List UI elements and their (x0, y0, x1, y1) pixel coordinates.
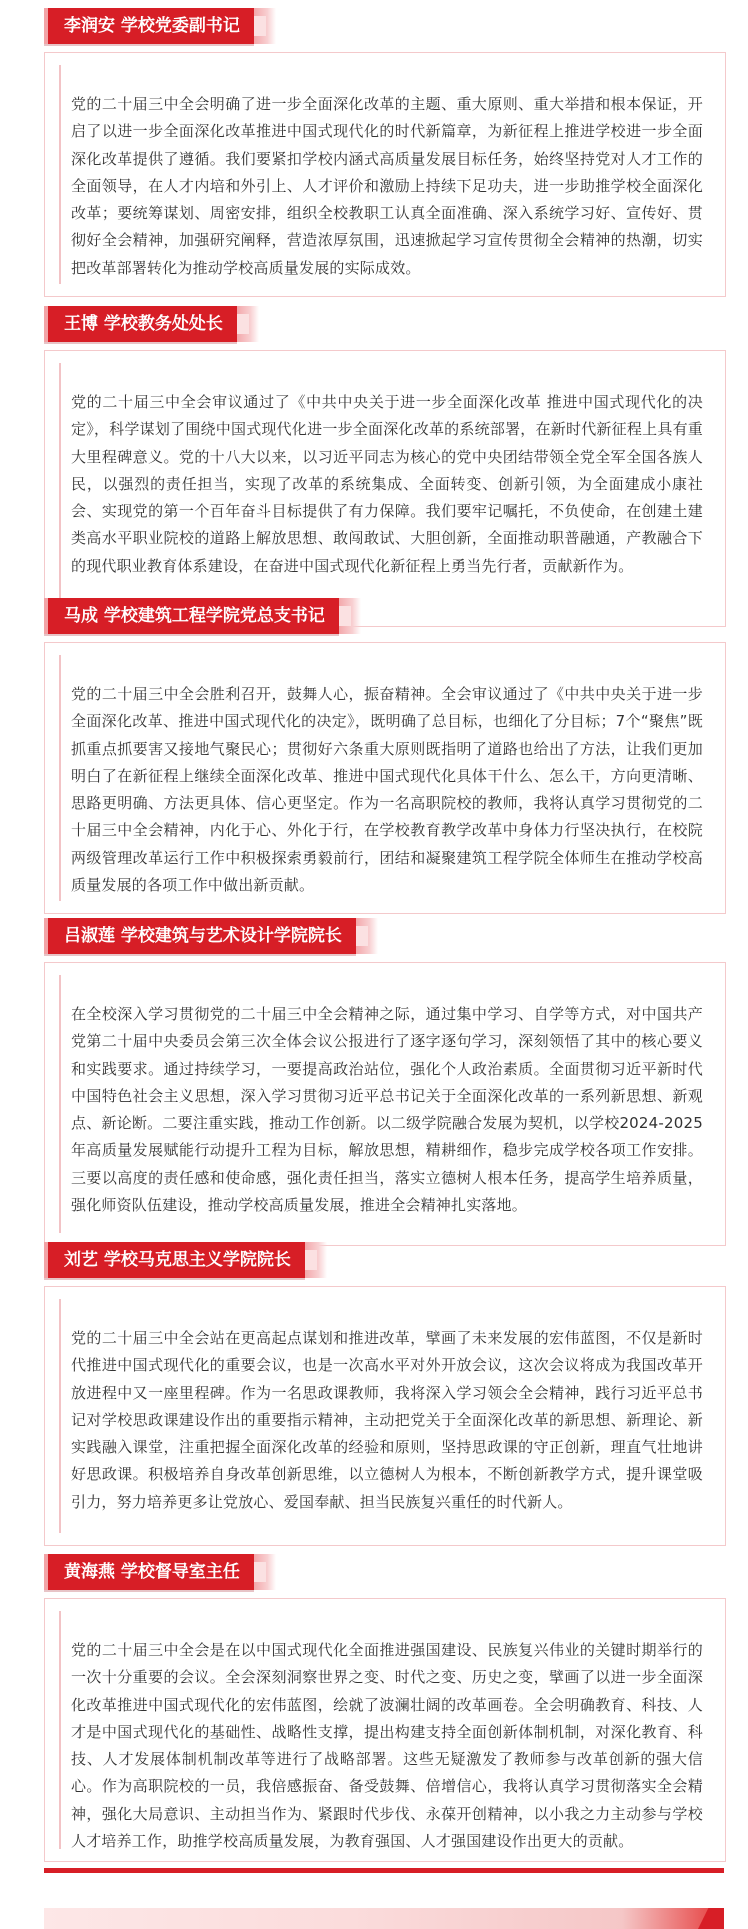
banner-decoration (254, 8, 276, 44)
quote-text: 党的二十届三中全会审议通过了《中共中央关于进一步全面深化改革 推进中国式现代化的决定》，科学谋划了围绕中国式现代化进一步全面深化改革的系统部署，在新时代新征程上具有重大里程碑意义。党的十八大以来，以习近平同志为核心的党中央团结带领全党全军全国各族人民，以强烈的责任担当，实现了改革的系统集成、全面转变、创新引领，为全面建成小康社会、实现党的第一个百年奋斗目标提供了有力保障。我们要牢记嘱托，不负使命，在创建土建类高水平职业院校的道路上解放思想、敢闯敢试、大胆创新，全面推动职普融通，产教融合下的现代职业教育体系建设，在奋进中国式现代化新征程上勇当先行者，贡献新作为。 (71, 393, 703, 575)
speaker-title: 李润安 学校党委副书记 (44, 8, 254, 44)
quote-text: 在全校深入学习贯彻党的二十届三中全会精神之际，通过集中学习、自学等方式，对中国共产党第二十届中央委员会第三次全体会议公报进行了逐字逐句学习，深刻领悟了其中的核心要义和实践要求。通过持续学习，一要提高政治站位，强化个人政治素质。全面贯彻习近平新时代中国特色社会主义思想，深入学习贯彻习近平总书记关于全面深化改革的一系列新思想、新观点、新论断。二要注重实践，推动工作创新。以二级学院融合发展为契机，以学校2024-2025年高质量发展赋能行动提升工程为目标，解放思想，精耕细作，稳步完成学校各项工作安排。三要以高度的责任感和使命感，强化责任担当，落实立德树人根本任务，提高学生培养质量，强化师资队伍建设，推动学校高质量发展，推进全会精神扎实落地。 (71, 1005, 703, 1215)
footer-accent (698, 1908, 724, 1929)
quote-box (44, 642, 726, 914)
footer-decoration (44, 1908, 724, 1929)
quote-box (44, 52, 726, 297)
banner-decoration (305, 1242, 327, 1278)
speaker-banner (44, 1554, 276, 1590)
quote-text: 党的二十届三中全会胜利召开，鼓舞人心，振奋精神。全会审议通过了《中共中央关于进一步全面深化改革、推进中国式现代化的决定》，既明确了总目标，也细化了分目标；7个“聚焦”既抓重点抓要害又接地气聚民心；贯彻好六条重大原则既指明了道路也给出了方法，让我们更加明白了在新征程上继续全面深化改革、推进中国式现代化具体干什么、怎么干，方向更清晰、思路更明确、方法更具体、信心更坚定。作为一名高职院校的教师，我将认真学习贯彻党的二十届三中全会精神，内化于心、外化于行，在学校教育教学改革中身体力行坚决执行，在校院两级管理改革运行工作中积极探索勇毅前行，团结和凝聚建筑工程学院全体师生在推动学校高质量发展的各项工作中做出新贡献。 (71, 685, 703, 895)
speaker-banner (44, 598, 361, 634)
speaker-title: 马成 学校建筑工程学院党总支书记 (44, 598, 339, 634)
quote-box (44, 1286, 726, 1546)
speaker-banner (44, 8, 276, 44)
banner-decoration (254, 1554, 276, 1590)
quote-box (44, 1598, 726, 1862)
speaker-title: 刘艺 学校马克思主义学院院长 (44, 1242, 305, 1278)
banner-decoration (237, 306, 259, 342)
quote-text: 党的二十届三中全会明确了进一步全面深化改革的主题、重大原则、重大举措和根本保证，开启了以进一步全面深化改革推进中国式现代化的时代新篇章，为新征程上推进学校进一步全面深化改革提供了遵循。我们要紧扣学校内涵式高质量发展目标任务，始终坚持党对人才工作的全面领导，在人才内培和外引上、人才评价和激励上持续下足功夫，进一步助推学校全面深化改革；要统筹谋划、周密安排，组织全校教职工认真全面准确、深入系统学习好、宣传好、贯彻好全会精神，加强研究阐释，营造浓厚氛围，迅速掀起学习宣传贯彻全会精神的热潮，切实把改革部署转化为推动学校高质量发展的实际成效。 (71, 95, 703, 277)
speaker-title: 王博 学校教务处处长 (44, 306, 237, 342)
quote-box (44, 962, 726, 1246)
speaker-banner (44, 1242, 327, 1278)
speaker-title: 吕淑莲 学校建筑与艺术设计学院院长 (44, 918, 356, 954)
speaker-title: 黄海燕 学校督导室主任 (44, 1554, 254, 1590)
banner-decoration (356, 918, 378, 954)
quote-box (44, 350, 726, 627)
speaker-banner (44, 918, 378, 954)
banner-decoration (339, 598, 361, 634)
quote-text: 党的二十届三中全会站在更高起点谋划和推进改革，擘画了未来发展的宏伟蓝图，不仅是新时代推进中国式现代化的重要会议，也是一次高水平对外开放会议，这次会议将成为我国改革开放进程中又一座里程碑。作为一名思政课教师，我将深入学习领会全会精神，践行习近平总书记对学校思政课建设作出的重要指示精神，主动把党关于全面深化改革的新思想、新理论、新实践融入课堂，注重把握全面深化改革的经验和原则，坚持思政课的守正创新，理直气壮地讲好思政课。积极培养自身改革创新思维，以立德树人为根本，不断创新教学方式，提升课堂吸引力，努力培养更多让党放心、爱国奉献、担当民族复兴重任的时代新人。 (71, 1329, 703, 1511)
speaker-banner (44, 306, 259, 342)
section-divider (44, 1868, 724, 1873)
quote-text: 党的二十届三中全会是在以中国式现代化全面推进强国建设、民族复兴伟业的关键时期举行的一次十分重要的会议。全会深刻洞察世界之变、时代之变、历史之变，擘画了以进一步全面深化改革推进中国式现代化的宏伟蓝图，绘就了波澜壮阔的改革画卷。全会明确教育、科技、人才是中国式现代化的基础性、战略性支撑，提出构建支持全面创新体制机制，对深化教育、科技、人才发展体制机制改革等进行了战略部署。这些无疑激发了教师参与改革创新的强大信心。作为高职院校的一员，我倍感振奋、备受鼓舞、倍增信心，我将认真学习贯彻落实全会精神，强化大局意识、主动担当作为、紧跟时代步伐、永葆开创精神，以小我之力主动参与学校人才培养工作，助推学校高质量发展，为教育强国、人才强国建设作出更大的贡献。 (71, 1641, 703, 1851)
